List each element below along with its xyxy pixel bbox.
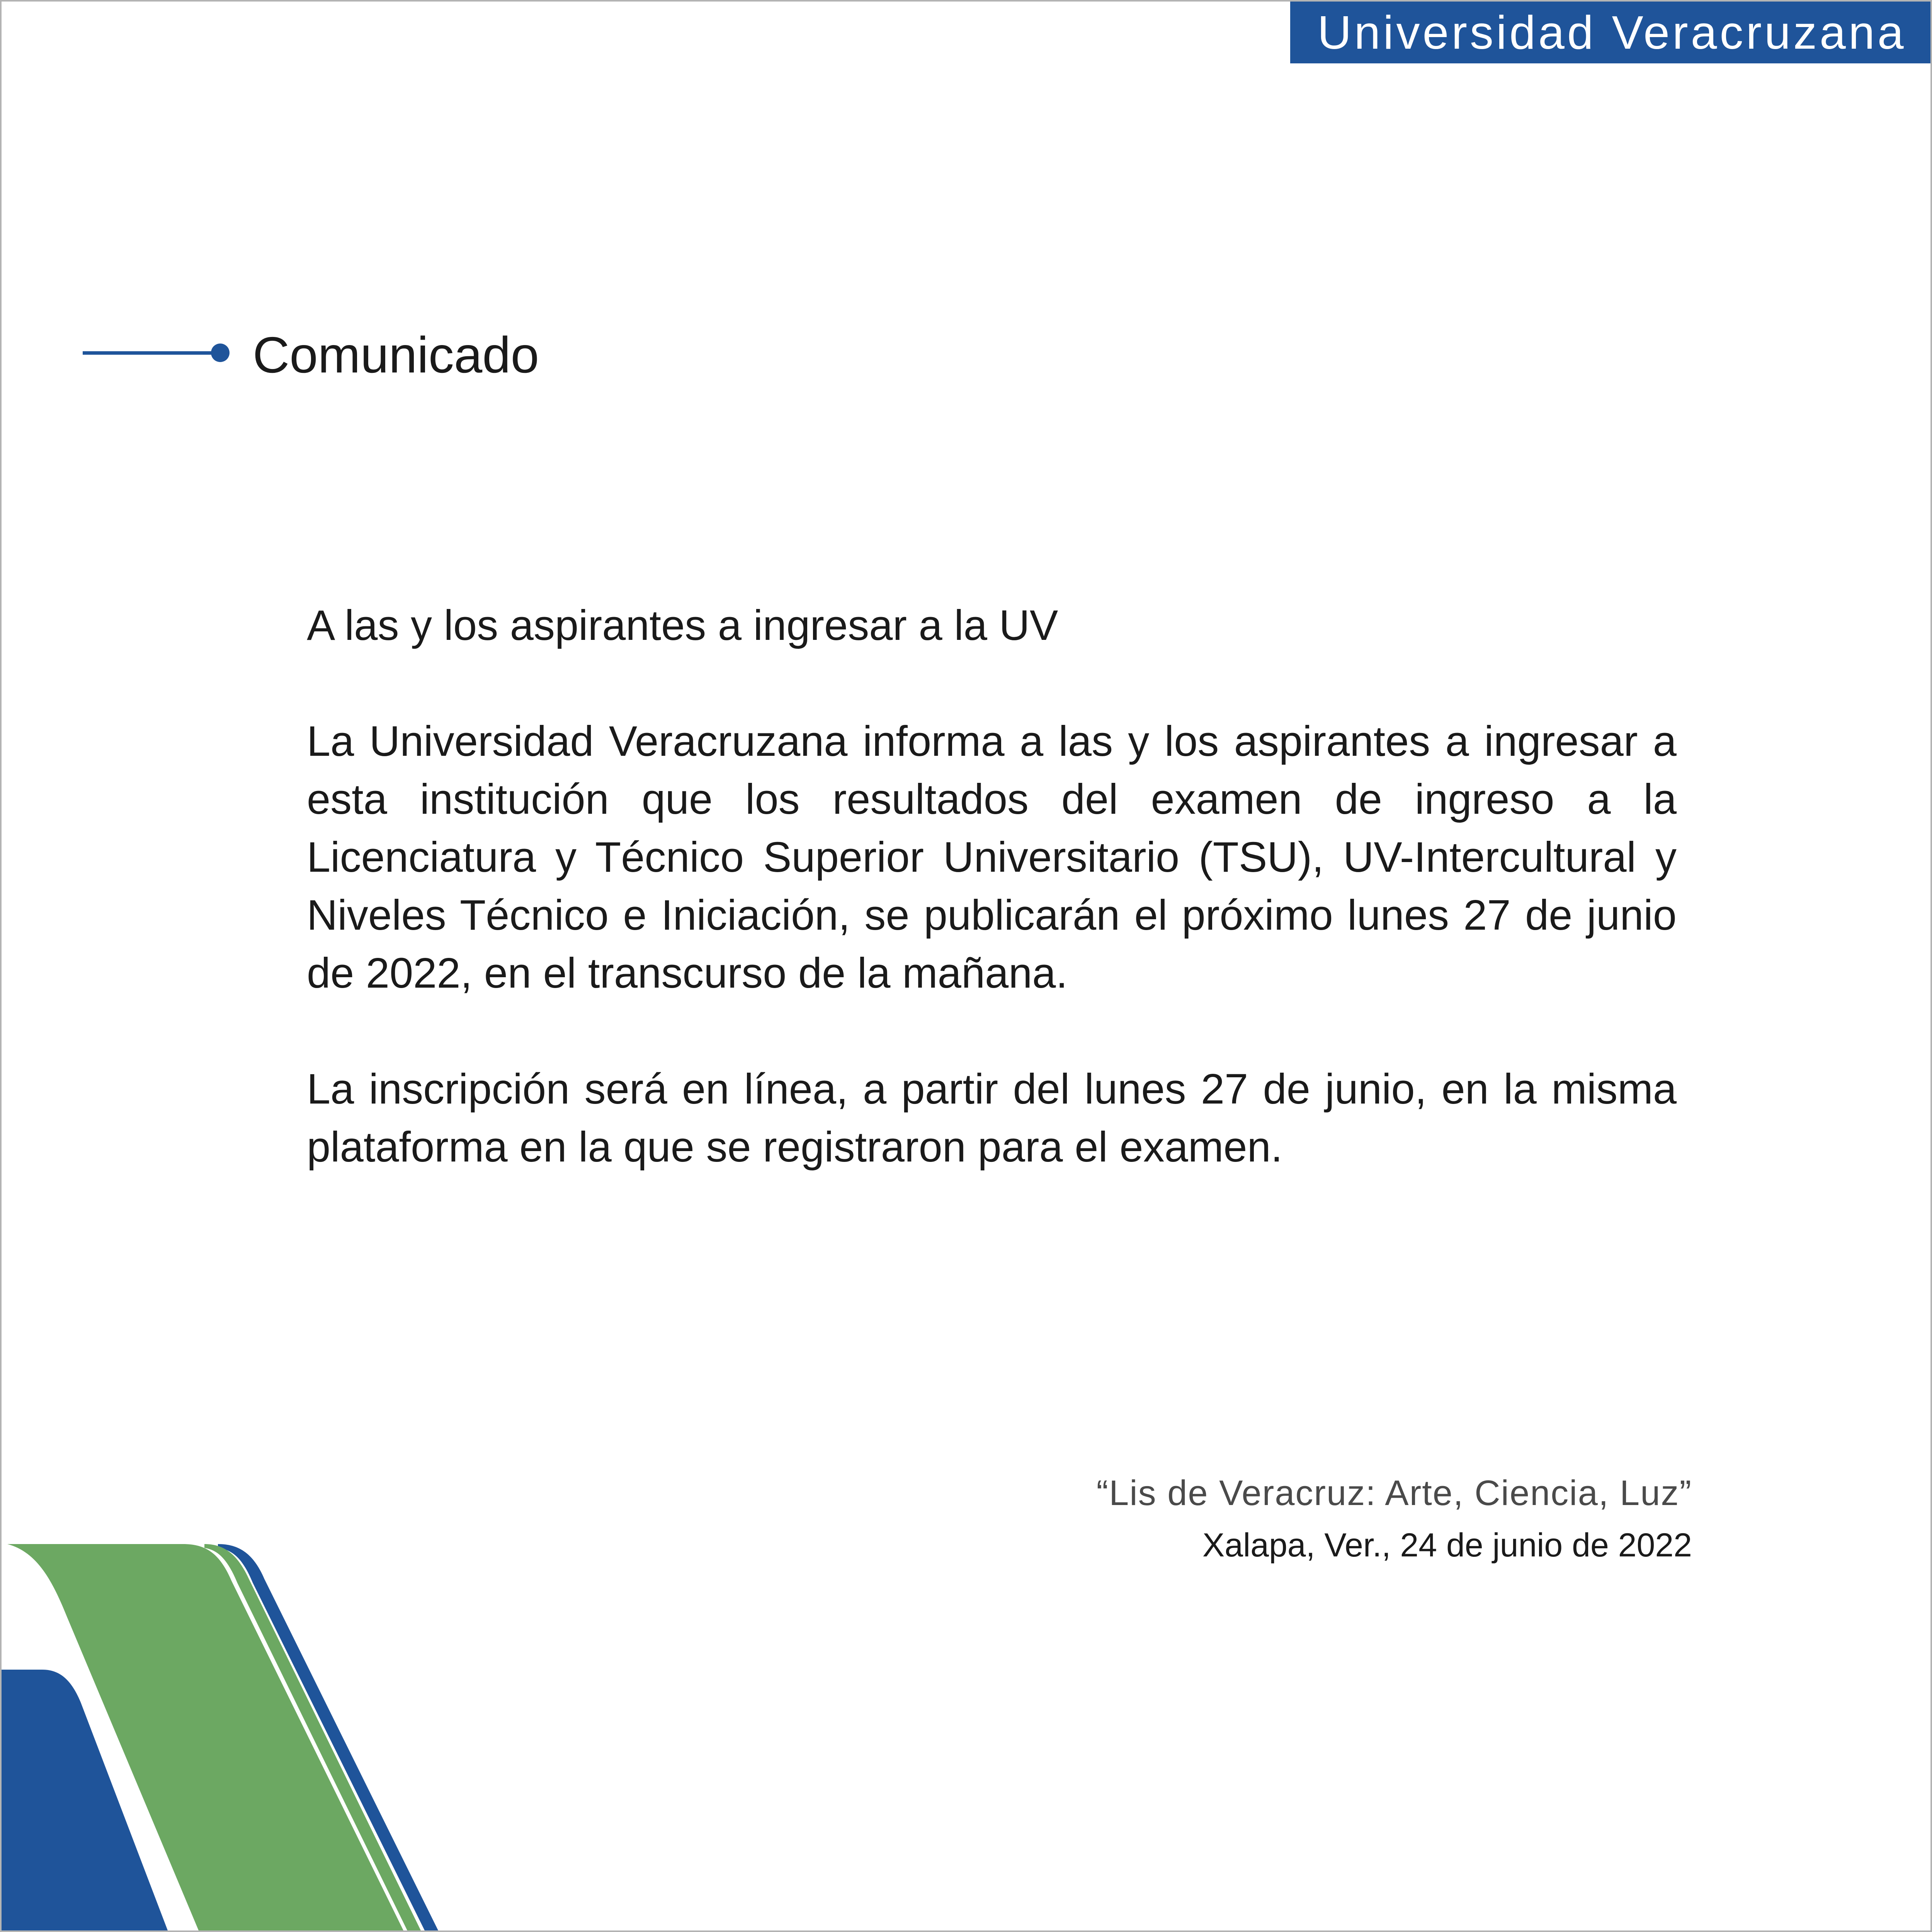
motto: “Lis de Veracruz: Arte, Ciencia, Luz” — [1096, 1473, 1692, 1513]
section-marker-dot-icon — [211, 344, 230, 362]
place-date: Xalapa, Ver., 24 de junio de 2022 — [1202, 1527, 1692, 1564]
paragraph-results: La Universidad Veracruzana informa a las y los aspirantes a ingresar a esta institución que los resultados del examen de ingreso a la Licenciatura y Técnico Superior Universitario (TSU), UV-Intercultural y Niveles Técnico e Iniciación, se publicarán el próximo lunes 27 de junio de 2022, en el transcurso de la mañana. — [307, 718, 1677, 997]
section-marker-line — [83, 351, 214, 355]
greeting-line: A las y los aspirantes a ingresar a la UV — [307, 602, 1058, 649]
section-title: Comunicado — [253, 327, 539, 383]
brand-name: Universidad Veracruzana — [1317, 6, 1906, 59]
decorative-stripes — [2, 1544, 465, 1930]
header-brand-bar — [1290, 2, 1932, 63]
communique-body — [307, 597, 1677, 1176]
paragraph-enrollment: La inscripción será en línea, a partir del lunes 27 de junio, en la misma plataforma en la que se registraron para el examen. — [307, 1065, 1677, 1171]
section-heading — [83, 326, 855, 384]
closing-block — [1096, 1466, 1692, 1570]
